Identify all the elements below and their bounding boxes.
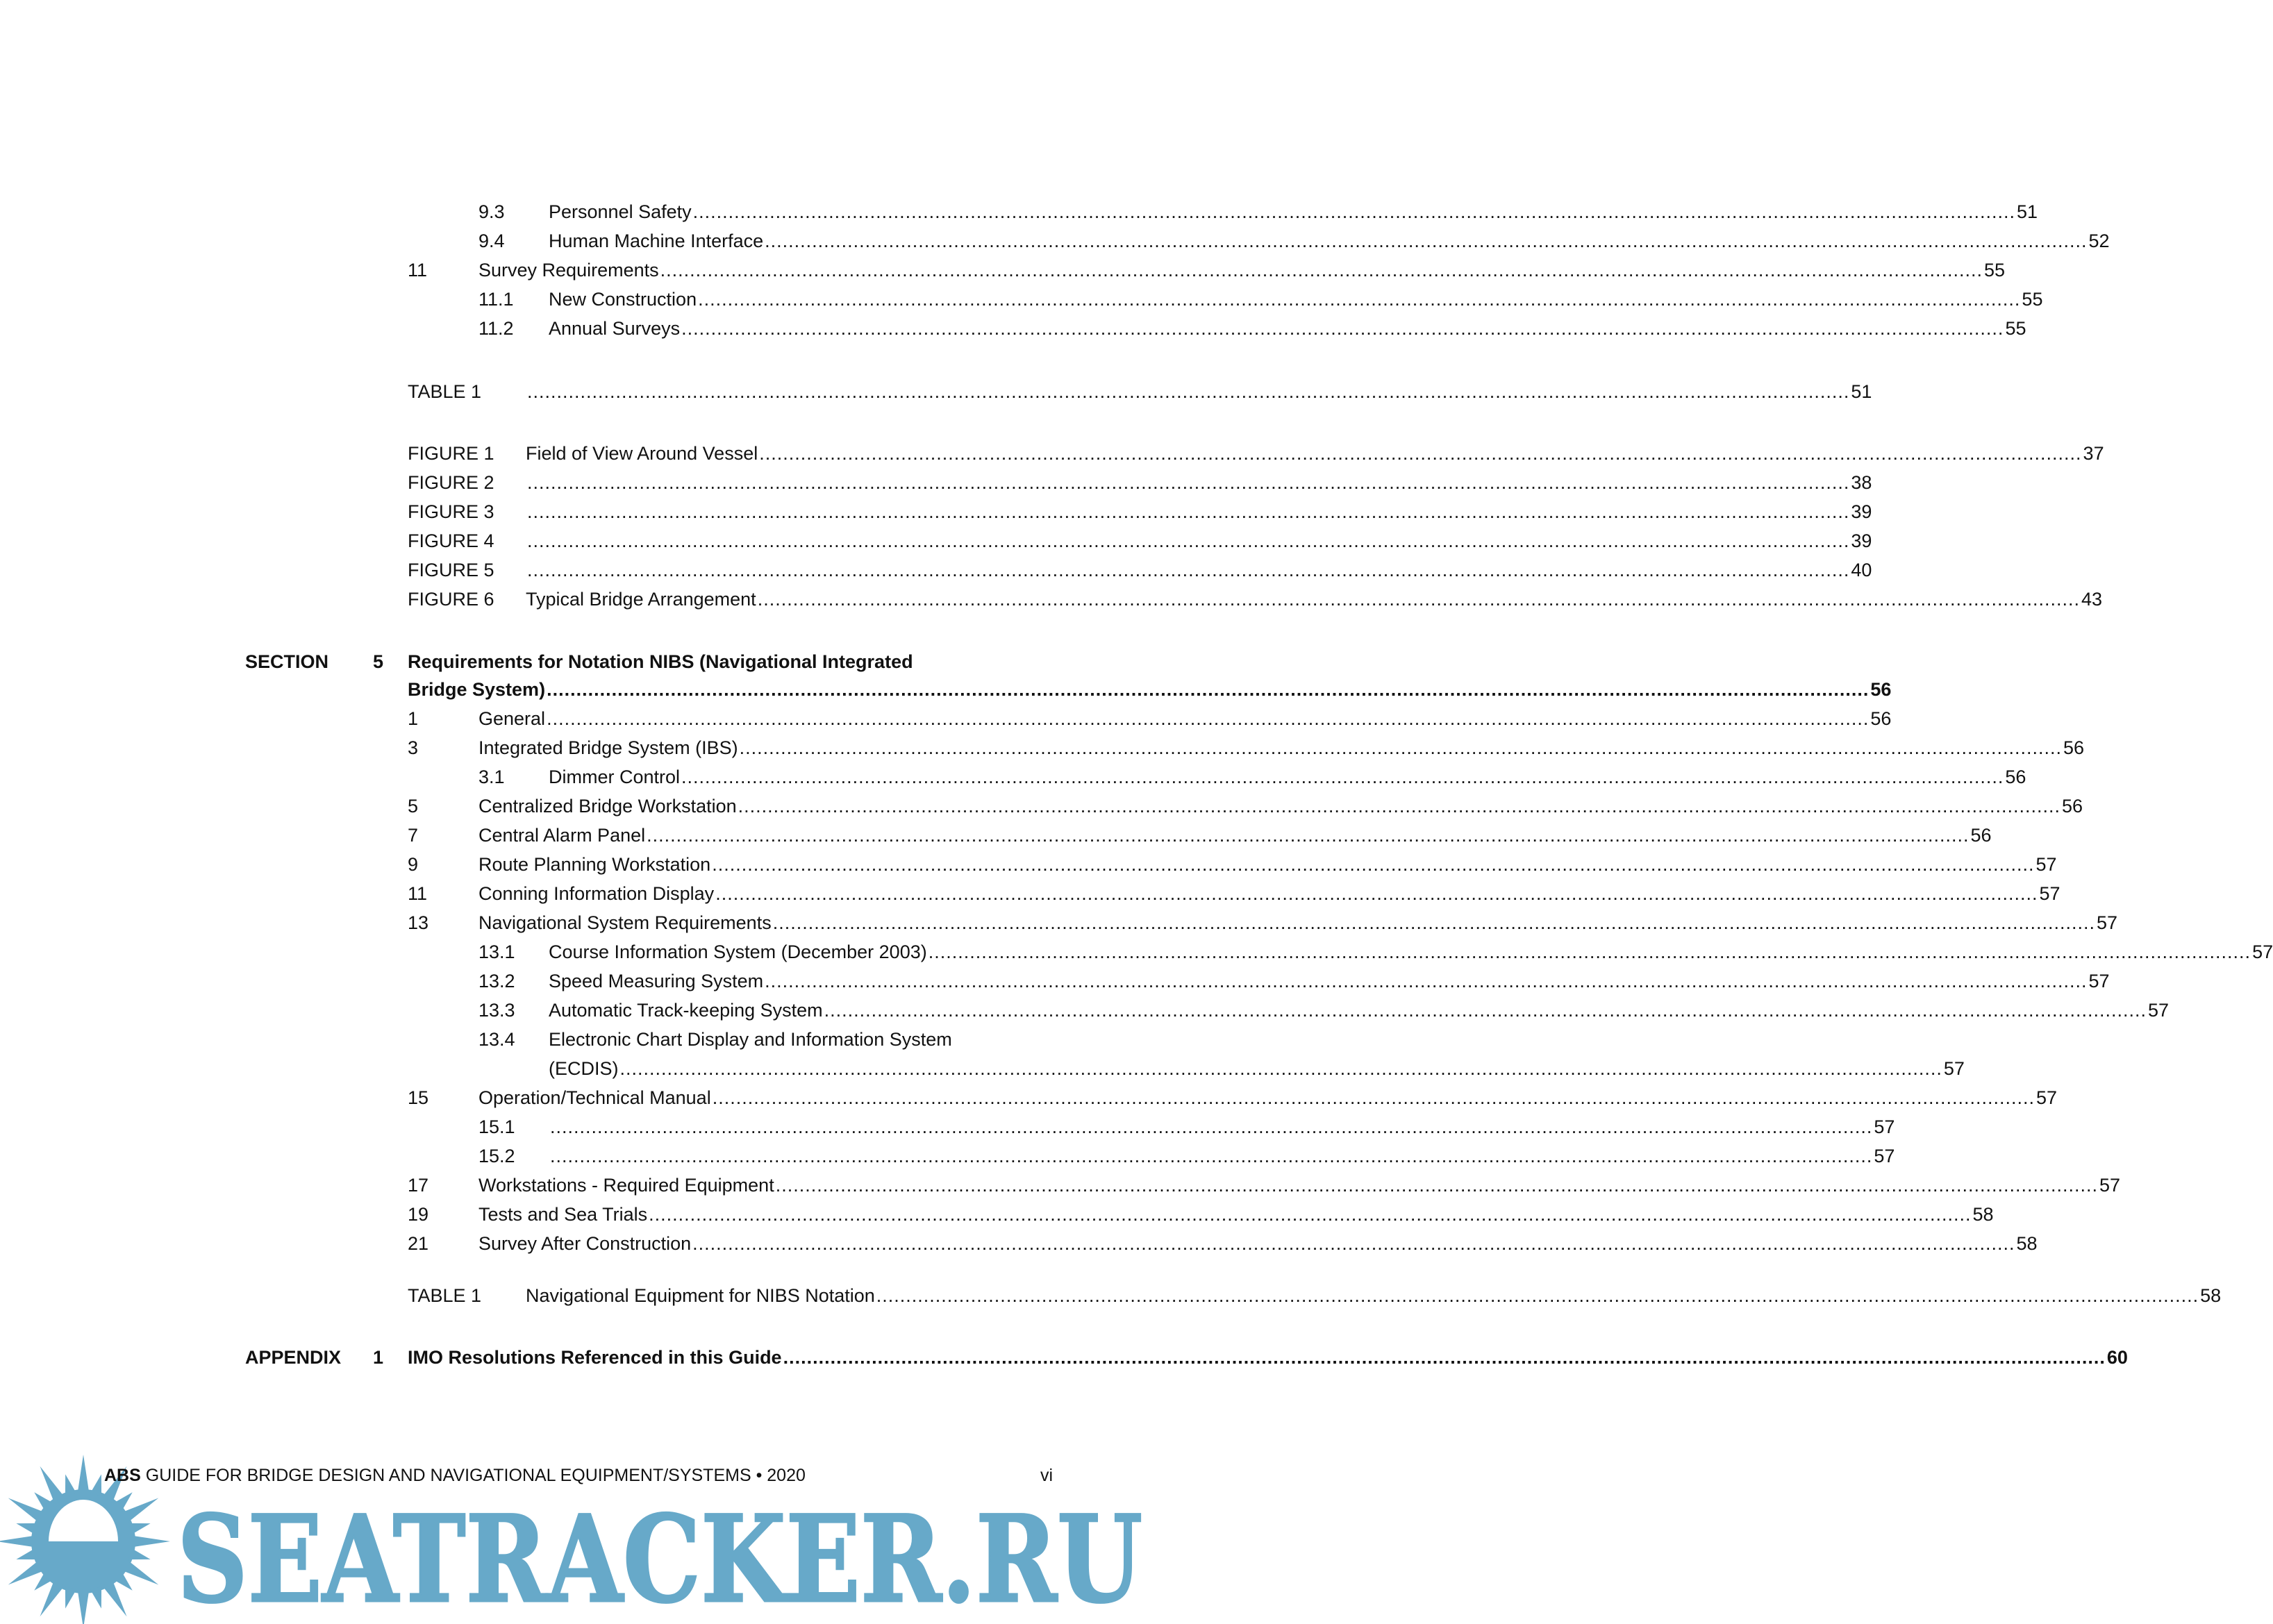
entry-title: Automatic Track-keeping System [549, 1000, 823, 1021]
entry-page: 55 [2005, 318, 2026, 339]
sun-ray [65, 1474, 76, 1496]
toc-entry[interactable] [408, 880, 2060, 907]
toc-entry[interactable] [478, 938, 2273, 966]
sun-ray [40, 1466, 65, 1502]
dot-leader [547, 676, 1869, 703]
dot-leader [550, 1113, 1872, 1141]
entry-number: 3.1 [478, 767, 505, 787]
dot-leader [713, 1084, 2035, 1112]
dot-leader [527, 527, 1849, 555]
dot-leader [620, 1055, 1942, 1082]
entry-page: 43 [2081, 589, 2103, 610]
entry-page: 57 [2252, 941, 2273, 962]
entry-number: 11.1 [478, 289, 514, 310]
dot-leader [647, 821, 1969, 849]
entry-title: Route Planning Workstation [478, 854, 711, 875]
toc-entry[interactable] [478, 227, 2110, 255]
sun-ray [16, 1548, 38, 1559]
sun-ray [8, 1498, 44, 1523]
entry-title: Human Machine Interface [549, 231, 764, 251]
entry-page: 58 [1972, 1204, 1994, 1225]
dot-leader [765, 227, 2087, 255]
entry-title: Speed Measuring System [549, 971, 764, 991]
toc-entry[interactable] [478, 1142, 1895, 1170]
entry-number: 3 [408, 737, 419, 758]
entry-page: 58 [2200, 1285, 2222, 1306]
section-title[interactable]: Requirements for Notation NIBS (Navigational Integrated [408, 651, 913, 672]
entry-page: 38 [1851, 472, 1872, 493]
sun-ray [90, 1474, 101, 1496]
appendix-page: 60 [2106, 1347, 2128, 1368]
toc-table-entry[interactable] [408, 378, 1872, 405]
dot-leader [712, 851, 2034, 878]
entry-number: 9.4 [478, 231, 505, 251]
entry-title: Course Information System (December 2003) [549, 941, 927, 962]
entry-number: 11 [408, 260, 428, 281]
sun-ray [122, 1498, 158, 1523]
appendix-label: APPENDIX [245, 1347, 342, 1368]
entry-page: 39 [1851, 501, 1872, 522]
entry-number: 1 [408, 708, 419, 729]
toc-table-entry[interactable] [408, 1282, 2222, 1309]
entry-page: 57 [2039, 883, 2060, 904]
entry-title: Workstations - Required Equipment [478, 1175, 774, 1196]
toc-entry[interactable] [478, 967, 2110, 995]
figure-number: FIGURE 4 [408, 530, 494, 551]
toc-entry[interactable] [408, 909, 2118, 937]
entry-page: 40 [1851, 560, 1872, 580]
toc-entry[interactable] [478, 1113, 1895, 1141]
entry-number: 17 [408, 1175, 429, 1196]
dot-leader [660, 256, 1983, 284]
entry-number: 21 [408, 1233, 429, 1254]
entry-title: Dimmer Control [549, 767, 681, 787]
entry-page: 57 [2099, 1175, 2121, 1196]
dot-leader [527, 469, 1849, 496]
figure-number: FIGURE 6 [408, 589, 494, 610]
toc-entry[interactable] [408, 821, 1992, 849]
entry-title: Central Alarm Panel [478, 825, 646, 846]
entry-number: 11.2 [478, 318, 514, 339]
toc-entry[interactable] [408, 705, 1892, 733]
toc-figure-entry[interactable] [408, 469, 1872, 496]
entry-page: 57 [2088, 971, 2110, 991]
entry-page: 55 [2022, 289, 2043, 310]
footer-title [104, 1465, 806, 1486]
dot-leader [758, 585, 2080, 613]
entry-title: Personnel Safety [549, 201, 692, 222]
entry-page: 58 [2016, 1233, 2038, 1254]
entry-number: 19 [408, 1204, 429, 1225]
dot-leader [765, 967, 2087, 995]
figure-title: Field of View Around Vessel [526, 443, 758, 464]
toc-figure-entry[interactable] [408, 527, 1872, 555]
dot-leader [738, 792, 2060, 820]
sun-ray [65, 1587, 76, 1609]
section-number: 5 [373, 651, 384, 672]
page-footer [104, 1465, 1053, 1486]
entry-page: 57 [2147, 1000, 2170, 1021]
entry-title: New Construction [549, 289, 697, 310]
appendix-number: 1 [373, 1347, 384, 1368]
entry-title-line2: (ECDIS) [549, 1058, 619, 1079]
toc-figure-entry[interactable] [408, 440, 2104, 467]
toc-figure-entry[interactable] [408, 556, 1872, 584]
dot-leader [776, 1171, 2098, 1199]
entry-page: 51 [1851, 381, 1872, 402]
entry-number: 11 [408, 883, 428, 904]
toc-entry-continuation[interactable] [549, 1055, 1965, 1082]
figure-number: FIGURE 1 [408, 443, 494, 464]
toc-entry[interactable] [478, 315, 2026, 342]
entry-number: 13.4 [478, 1029, 515, 1050]
entry-title: Operation/Technical Manual [478, 1087, 711, 1108]
dot-leader [550, 1142, 1872, 1170]
footer-page-number: vi [1040, 1466, 1053, 1485]
section-title-continuation[interactable] [408, 676, 1892, 703]
entry-title: Annual Surveys [549, 318, 681, 339]
entry-page: 51 [2016, 201, 2038, 222]
sun-ray [122, 1560, 158, 1584]
dot-leader [681, 315, 2004, 342]
dot-leader [759, 440, 2081, 467]
toc-figure-entry[interactable] [408, 585, 2103, 613]
entry-page: 57 [2035, 854, 2057, 875]
section-title-line2: Bridge System) [408, 679, 546, 700]
entry-title: Conning Information Display [478, 883, 715, 904]
toc-entry[interactable] [408, 1084, 2058, 1112]
sun-ray [90, 1587, 101, 1609]
entry-number: 9.3 [478, 201, 505, 222]
entry-title: Navigational System Requirements [478, 912, 772, 933]
dot-leader [527, 498, 1849, 526]
entry-number: 13 [408, 912, 429, 933]
toc-entry[interactable] [408, 1200, 1994, 1228]
sun-ray [8, 1560, 44, 1584]
figure-title: Typical Bridge Arrangement [526, 589, 756, 610]
sun-ray [40, 1580, 65, 1616]
table-number: TABLE 1 [408, 1285, 482, 1306]
dot-leader [692, 1230, 2015, 1257]
entry-number: 7 [408, 825, 419, 846]
toc-entry[interactable] [478, 996, 2170, 1024]
dot-leader [773, 909, 2095, 937]
sun-ray [128, 1548, 151, 1559]
dot-leader [876, 1282, 2199, 1309]
figure-number: FIGURE 2 [408, 472, 494, 493]
entry-page: 57 [2097, 912, 2118, 933]
entry-page: 57 [1874, 1146, 1895, 1166]
entry-page: 39 [1851, 530, 1872, 551]
dot-leader [693, 198, 2015, 226]
toc-entry[interactable] [478, 763, 2026, 791]
entry-title: Survey After Construction [478, 1233, 692, 1254]
figure-number: FIGURE 5 [408, 560, 494, 580]
entry-number: 13.3 [478, 1000, 515, 1021]
sun-ray [78, 1455, 90, 1493]
dot-leader [649, 1200, 1971, 1228]
sun-ray [102, 1580, 126, 1616]
dot-leader [527, 378, 1849, 405]
entry-title: General [478, 708, 546, 729]
sun-ray [0, 1536, 35, 1548]
dot-leader [929, 938, 2251, 966]
toc-entry[interactable] [408, 734, 2085, 762]
entry-page: 55 [1983, 260, 2005, 281]
toc-entry[interactable] [408, 851, 2057, 878]
watermark-text: SEATRACKER.RU [177, 1489, 1142, 1624]
dot-leader [715, 880, 2038, 907]
entry-number: 5 [408, 796, 419, 817]
entry-page: 56 [2063, 737, 2085, 758]
sun-ray [128, 1523, 151, 1534]
table-title: Navigational Equipment for NIBS Notation [526, 1285, 875, 1306]
footer-text: GUIDE FOR BRIDGE DESIGN AND NAVIGATIONAL EQUIPMENT/SYSTEMS • 2020 [140, 1466, 806, 1485]
entry-number: 15.1 [478, 1116, 515, 1137]
toc-entry[interactable] [408, 1171, 2121, 1199]
entry-page: 56 [1870, 708, 1892, 729]
entry-page: 57 [1874, 1116, 1895, 1137]
entry-page: 37 [2083, 443, 2104, 464]
entry-title: Electronic Chart Display and Information System [549, 1029, 952, 1050]
dot-leader [547, 705, 1869, 733]
toc-entry[interactable] [408, 792, 2083, 820]
entry-title: Survey Requirements [478, 260, 659, 281]
entry-page: 52 [2088, 231, 2110, 251]
entry-page: 56 [1970, 825, 1992, 846]
sun-ray [131, 1536, 170, 1548]
entry-page: 57 [2036, 1087, 2058, 1108]
entry-number: 9 [408, 854, 419, 875]
appendix-entry[interactable] [408, 1343, 2128, 1371]
entry-page: 57 [1943, 1058, 1965, 1079]
footer-brand: ABS [104, 1466, 141, 1485]
dot-leader [824, 996, 2147, 1024]
entry-title: Tests and Sea Trials [478, 1204, 648, 1225]
dot-leader [698, 285, 2020, 313]
toc-entry[interactable] [408, 1230, 2038, 1257]
figure-number: FIGURE 3 [408, 501, 494, 522]
section-label: SECTION [245, 651, 329, 672]
entry-number: 15.2 [478, 1146, 515, 1166]
toc-entry[interactable] [408, 256, 2005, 284]
appendix-title: IMO Resolutions Referenced in this Guide [408, 1347, 782, 1368]
toc-entry[interactable] [478, 198, 2038, 226]
entry-number: 15 [408, 1087, 429, 1108]
dot-leader [783, 1343, 2106, 1371]
entry-page: 56 [2005, 767, 2026, 787]
dot-leader [527, 556, 1849, 584]
table-number: TABLE 1 [408, 381, 482, 402]
section-page: 56 [1870, 679, 1892, 700]
sun-ray [16, 1523, 38, 1534]
entry-number: 13.1 [478, 941, 515, 962]
entry-title: Integrated Bridge System (IBS) [478, 737, 738, 758]
entry-title: Centralized Bridge Workstation [478, 796, 737, 817]
dot-leader [681, 763, 2004, 791]
sun-ray [78, 1589, 90, 1624]
toc-entry[interactable] [478, 1026, 952, 1053]
dot-leader [740, 734, 2062, 762]
entry-page: 56 [2062, 796, 2083, 817]
toc-figure-entry[interactable] [408, 498, 1872, 526]
toc-entry[interactable] [478, 285, 2043, 313]
entry-number: 13.2 [478, 971, 515, 991]
